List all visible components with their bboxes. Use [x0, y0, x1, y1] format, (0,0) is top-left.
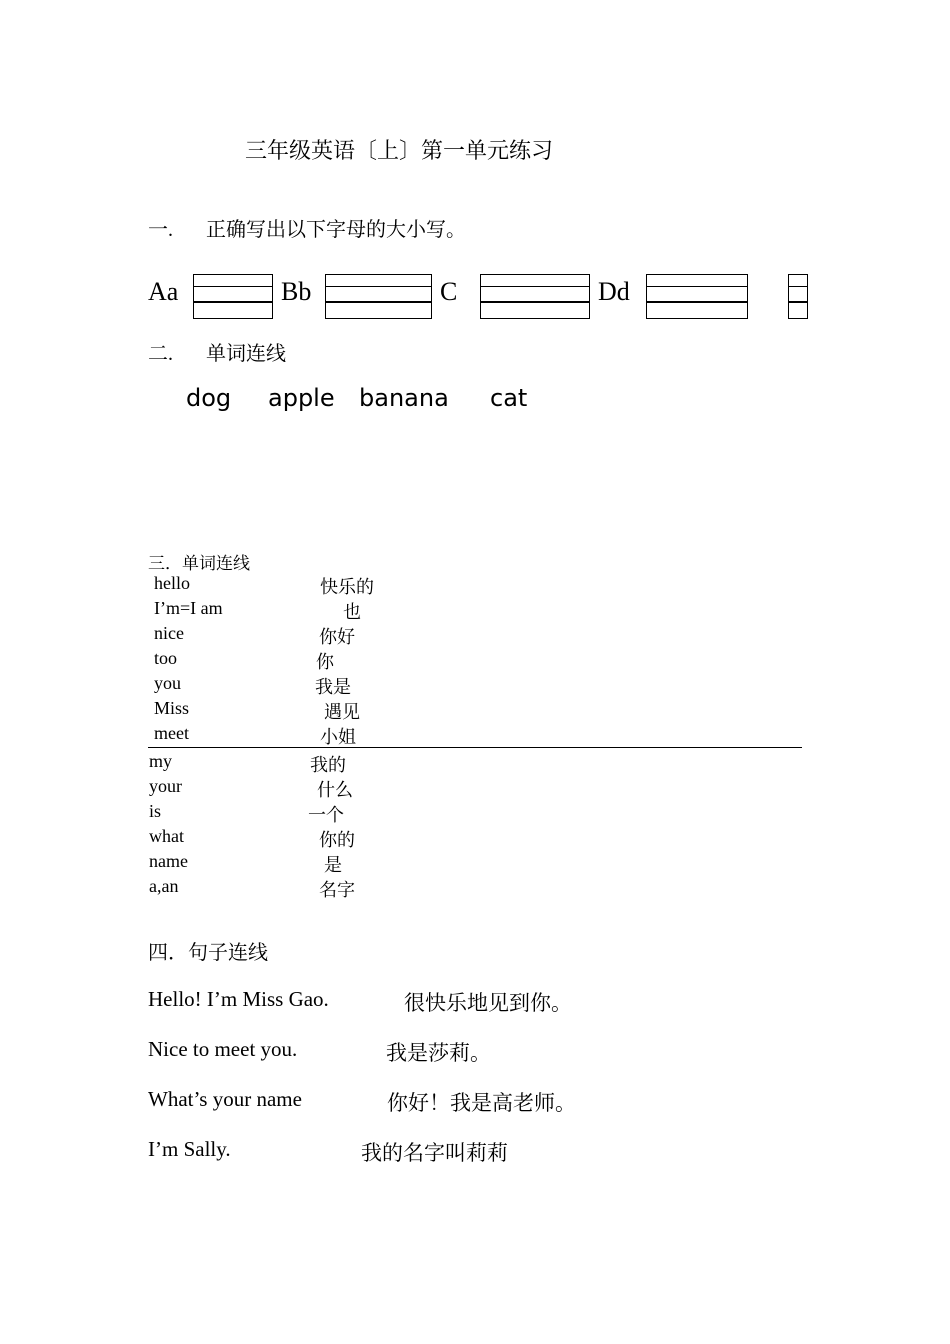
section-3-heading: 三．单词连线 [148, 554, 250, 573]
word-en: you [154, 673, 181, 693]
sentence-zh: 我是莎莉。 [386, 1041, 491, 1065]
divider-line [148, 747, 802, 748]
sentence-en: What’s your name [148, 1087, 302, 1111]
writing-box-1[interactable] [193, 274, 273, 319]
letter-aa: Aa [148, 277, 179, 306]
word-cat: cat [490, 384, 528, 412]
word-zh: 什么 [317, 780, 353, 800]
sentence-zh: 你好！我是高老师。 [387, 1091, 576, 1115]
section-1-text: 正确写出以下字母的大小写。 [206, 219, 466, 241]
word-dog: dog [186, 384, 232, 412]
word-zh: 遇见 [324, 702, 360, 722]
section-2-heading [148, 337, 286, 366]
letter-c: C [440, 277, 458, 306]
section-2-text: 单词连线 [206, 343, 286, 365]
sentence-en: Nice to meet you. [148, 1037, 298, 1061]
letter-dd: Dd [598, 277, 630, 306]
word-en: Miss [154, 698, 190, 718]
letter-bb: Bb [281, 277, 312, 306]
writing-box-3[interactable] [480, 274, 590, 319]
word-en: a,an [149, 876, 179, 896]
word-zh: 我的 [310, 755, 346, 775]
writing-box-4[interactable] [646, 274, 748, 319]
sentence-en: Hello! I’m Miss Gao. [148, 987, 329, 1011]
word-banana: banana [359, 384, 449, 412]
section-4-heading: 四．句子连线 [148, 942, 268, 964]
word-zh: 快乐的 [320, 577, 374, 597]
word-zh: 小姐 [320, 727, 356, 747]
word-en: meet [154, 723, 189, 743]
word-en: what [149, 826, 184, 846]
word-zh: 一个 [308, 805, 344, 825]
word-en: I’m=I am [154, 598, 223, 618]
word-apple: apple [268, 384, 335, 412]
word-zh: 你好 [319, 627, 355, 647]
sentence-en: I’m Sally. [148, 1137, 231, 1161]
word-zh: 你 [316, 652, 334, 672]
word-zh: 也 [343, 602, 361, 622]
word-en: nice [154, 623, 184, 643]
writing-box-5[interactable] [788, 274, 808, 319]
section-1-number: 一. [148, 219, 173, 241]
sentence-zh: 我的名字叫莉莉 [361, 1141, 508, 1165]
word-en: is [149, 801, 162, 821]
word-zh: 是 [324, 855, 342, 875]
word-zh: 名字 [319, 880, 355, 900]
word-zh: 你的 [319, 830, 355, 850]
word-en: hello [154, 573, 190, 593]
word-en: my [149, 751, 173, 771]
word-en: name [149, 851, 188, 871]
section-2-number: 二. [148, 343, 173, 365]
writing-box-2[interactable] [325, 274, 432, 319]
page-title: 三年级英语〔上〕第一单元练习 [245, 138, 554, 163]
word-zh: 我是 [315, 677, 351, 697]
word-en: your [149, 776, 182, 796]
sentence-zh: 很快乐地见到你。 [404, 991, 572, 1015]
word-en: too [154, 648, 178, 668]
section-1-heading [148, 213, 466, 242]
